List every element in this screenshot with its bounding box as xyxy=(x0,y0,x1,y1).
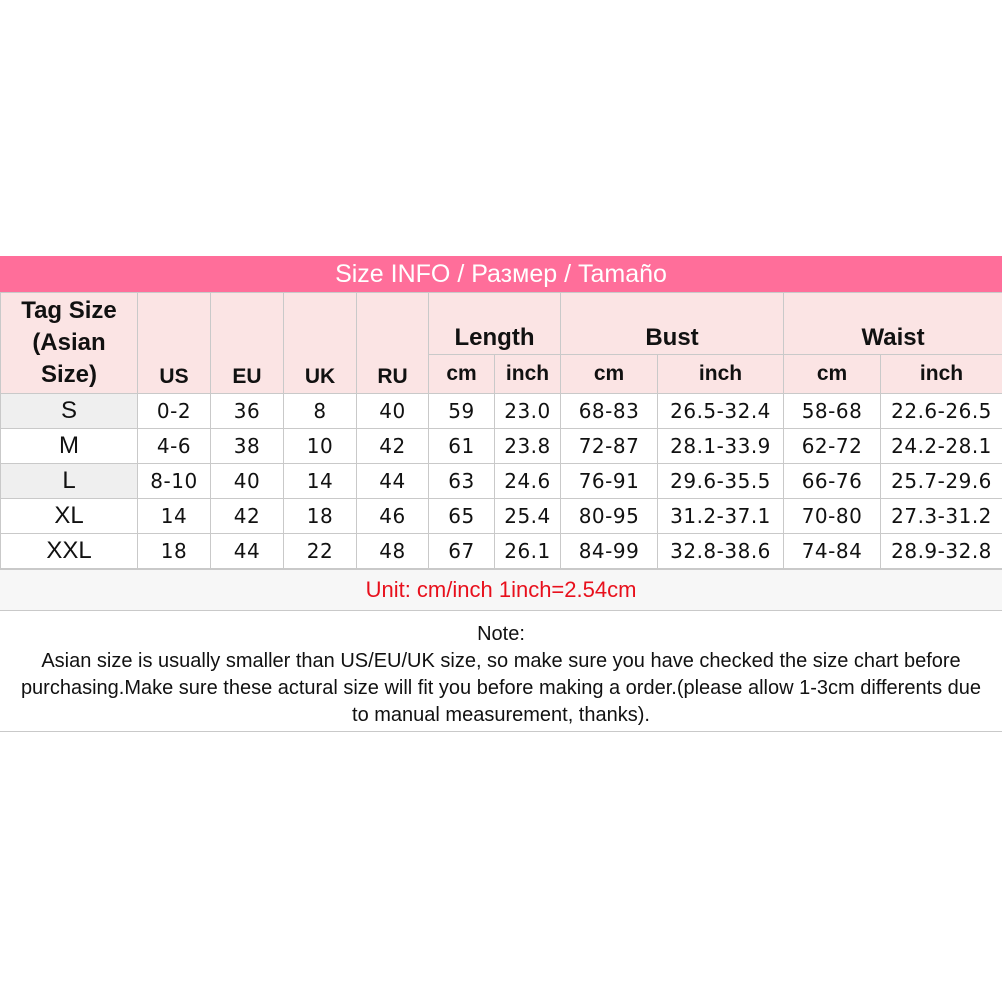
cell-bust-cm: 76-91 xyxy=(561,464,658,499)
note-text: Asian size is usually smaller than US/EU/UK size, so make sure you have checked the size chart before purchasing.Make sure these actural size will fit you before making a order.(please allow 1-3cm differents due to manual measurement, thanks). xyxy=(20,650,982,726)
size-chart-title: Size INFO / Размер / Tamaño xyxy=(0,256,1002,292)
cell-us: 0-2 xyxy=(138,394,211,429)
cell-bust-cm: 72-87 xyxy=(561,429,658,464)
cell-waist-inch: 25.7-29.6 xyxy=(881,464,1002,499)
cell-waist-inch: 24.2-28.1 xyxy=(881,429,1002,464)
cell-tag: S xyxy=(1,394,138,429)
size-chart xyxy=(0,256,1002,732)
cell-length-cm: 67 xyxy=(429,534,495,569)
cell-us: 4-6 xyxy=(138,429,211,464)
header-bust-cm: cm xyxy=(561,355,658,394)
cell-eu: 36 xyxy=(211,394,284,429)
cell-uk: 18 xyxy=(284,499,357,534)
header-eu: EU xyxy=(211,293,284,394)
cell-uk: 8 xyxy=(284,394,357,429)
cell-bust-inch: 26.5-32.4 xyxy=(658,394,784,429)
cell-waist-inch: 22.6-26.5 xyxy=(881,394,1002,429)
cell-bust-cm: 80-95 xyxy=(561,499,658,534)
cell-waist-inch: 28.9-32.8 xyxy=(881,534,1002,569)
cell-length-cm: 65 xyxy=(429,499,495,534)
cell-waist-cm: 70-80 xyxy=(784,499,881,534)
cell-us: 14 xyxy=(138,499,211,534)
unit-note: Unit: cm/inch 1inch=2.54cm xyxy=(0,569,1002,611)
cell-ru: 42 xyxy=(357,429,429,464)
cell-bust-cm: 84-99 xyxy=(561,534,658,569)
cell-length-inch: 24.6 xyxy=(495,464,561,499)
cell-eu: 40 xyxy=(211,464,284,499)
header-tag-size: Tag Size (Asian Size) xyxy=(1,293,138,394)
header-length: Length xyxy=(429,293,561,355)
cell-waist-cm: 66-76 xyxy=(784,464,881,499)
cell-length-cm: 63 xyxy=(429,464,495,499)
cell-uk: 14 xyxy=(284,464,357,499)
cell-length-inch: 25.4 xyxy=(495,499,561,534)
cell-bust-inch: 29.6-35.5 xyxy=(658,464,784,499)
header-length-inch: inch xyxy=(495,355,561,394)
cell-bust-inch: 28.1-33.9 xyxy=(658,429,784,464)
cell-waist-cm: 58-68 xyxy=(784,394,881,429)
header-bust: Bust xyxy=(561,293,784,355)
size-table xyxy=(0,292,1002,569)
cell-length-cm: 61 xyxy=(429,429,495,464)
cell-length-inch: 23.0 xyxy=(495,394,561,429)
header-waist-inch: inch xyxy=(881,355,1002,394)
cell-us: 18 xyxy=(138,534,211,569)
table-row xyxy=(1,464,1002,499)
header-us: US xyxy=(138,293,211,394)
cell-ru: 48 xyxy=(357,534,429,569)
cell-ru: 40 xyxy=(357,394,429,429)
cell-uk: 10 xyxy=(284,429,357,464)
table-row xyxy=(1,499,1002,534)
cell-tag: XXL xyxy=(1,534,138,569)
cell-tag: XL xyxy=(1,499,138,534)
cell-uk: 22 xyxy=(284,534,357,569)
cell-tag: L xyxy=(1,464,138,499)
cell-eu: 42 xyxy=(211,499,284,534)
note-heading: Note: xyxy=(477,623,525,645)
header-uk: UK xyxy=(284,293,357,394)
cell-waist-cm: 62-72 xyxy=(784,429,881,464)
note-section xyxy=(0,611,1002,732)
cell-eu: 38 xyxy=(211,429,284,464)
table-row xyxy=(1,394,1002,429)
cell-length-cm: 59 xyxy=(429,394,495,429)
header-ru: RU xyxy=(357,293,429,394)
header-waist: Waist xyxy=(784,293,1002,355)
table-row xyxy=(1,429,1002,464)
cell-waist-inch: 27.3-31.2 xyxy=(881,499,1002,534)
cell-us: 8-10 xyxy=(138,464,211,499)
cell-length-inch: 23.8 xyxy=(495,429,561,464)
cell-length-inch: 26.1 xyxy=(495,534,561,569)
cell-bust-cm: 68-83 xyxy=(561,394,658,429)
cell-ru: 44 xyxy=(357,464,429,499)
cell-tag: M xyxy=(1,429,138,464)
cell-waist-cm: 74-84 xyxy=(784,534,881,569)
cell-ru: 46 xyxy=(357,499,429,534)
cell-bust-inch: 32.8-38.6 xyxy=(658,534,784,569)
header-length-cm: cm xyxy=(429,355,495,394)
header-waist-cm: cm xyxy=(784,355,881,394)
cell-eu: 44 xyxy=(211,534,284,569)
table-row xyxy=(1,534,1002,569)
header-bust-inch: inch xyxy=(658,355,784,394)
cell-bust-inch: 31.2-37.1 xyxy=(658,499,784,534)
